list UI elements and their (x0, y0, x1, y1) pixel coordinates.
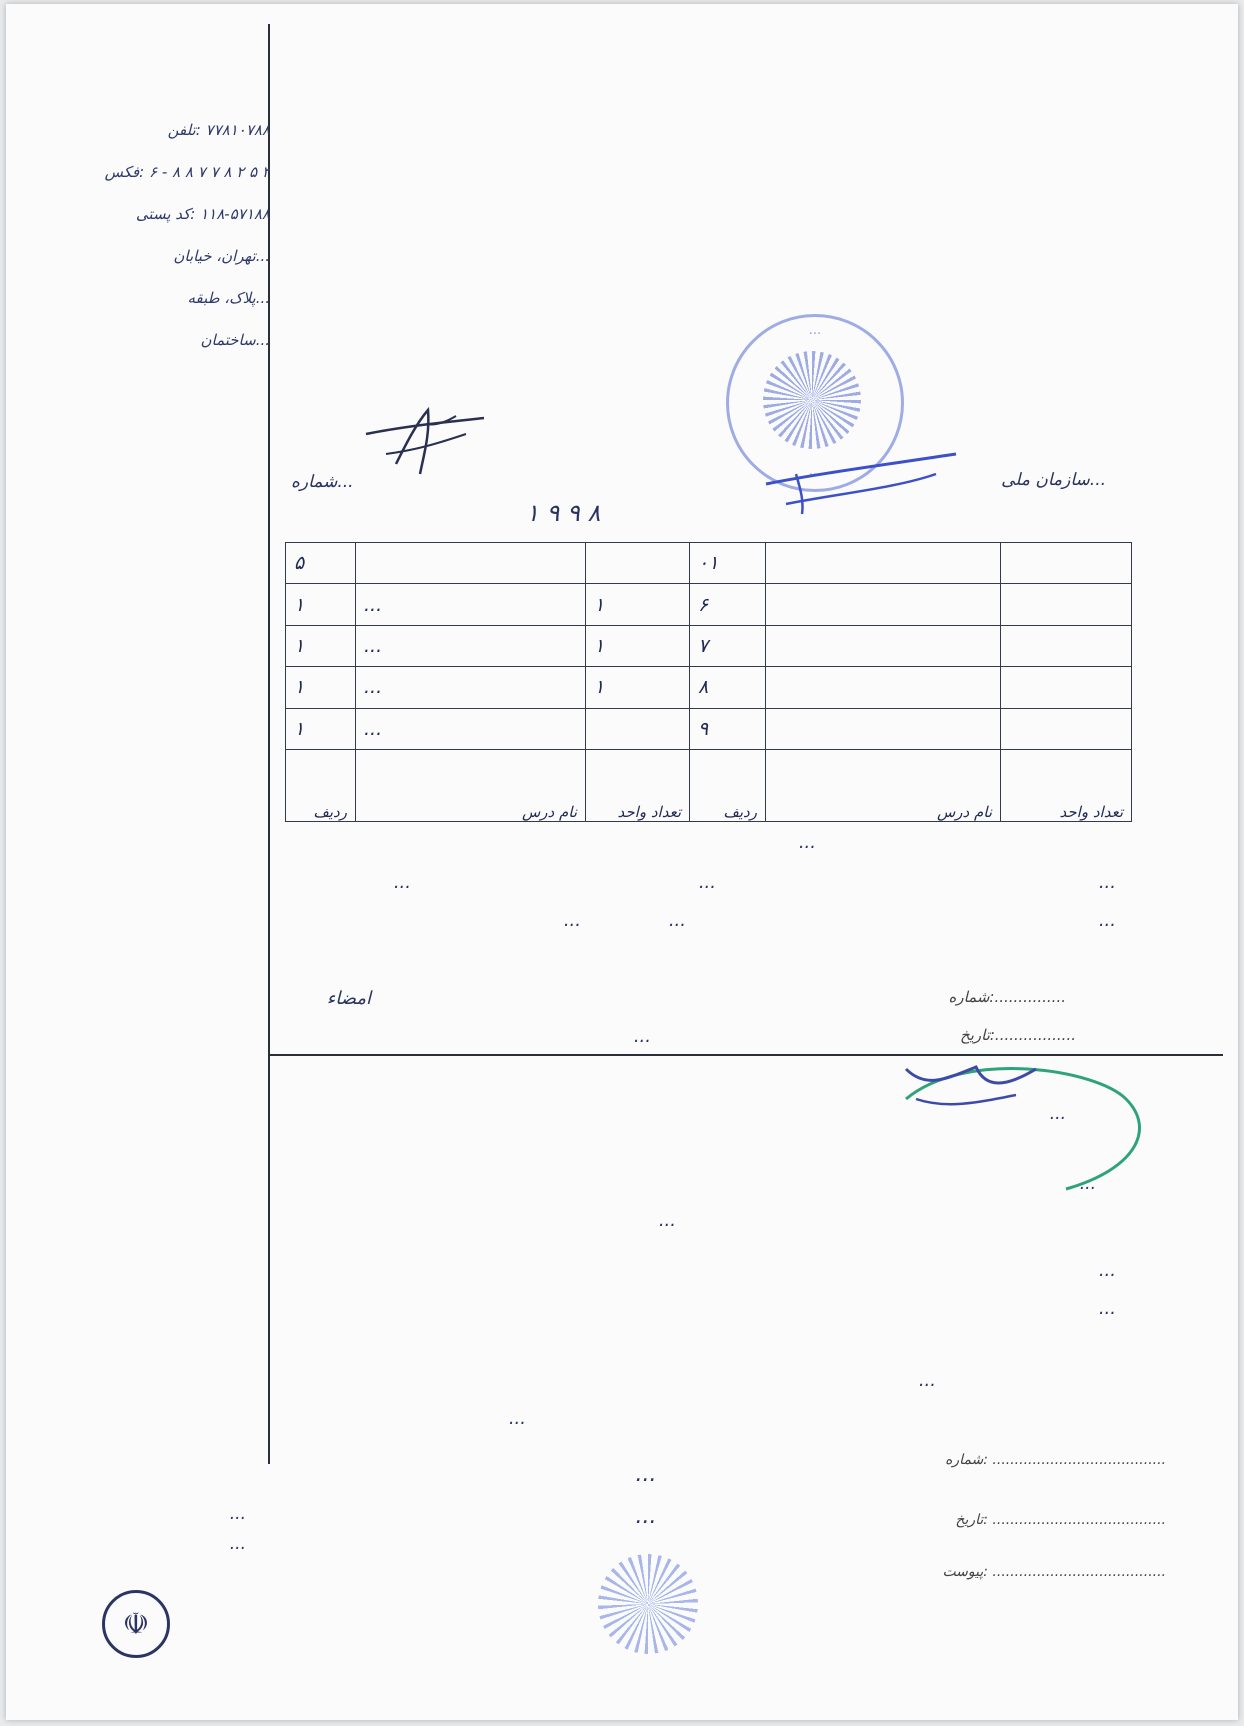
section2-line: ... (1098, 1260, 1116, 1281)
section2-line: ... (508, 1408, 526, 1429)
table-cell: ۱ (586, 584, 690, 625)
table-cell: ۶ (690, 584, 766, 625)
table-cell (1001, 543, 1132, 584)
section1-text: ... (393, 872, 411, 893)
header-caption-right: ...سازمان ملی (1001, 470, 1106, 490)
table-cell (766, 708, 1001, 749)
table-cell: ۱ (286, 708, 356, 749)
table-cell (356, 543, 586, 584)
signature-label: امضاء (326, 988, 371, 1009)
table-cell: ... (356, 584, 586, 625)
section1-text: ... (1098, 910, 1116, 931)
table-cell (586, 708, 690, 749)
column-header: ردیف (690, 750, 766, 822)
sidebar-line: ۷۷۸۱۰۷۸۸ :تلفن (167, 121, 270, 139)
sidebar-line: ...تهران، خیابان (173, 247, 270, 265)
column-header: نام درس (356, 750, 586, 822)
column-header: ردیف (286, 750, 356, 822)
section1-text: ... (668, 910, 686, 931)
table-cell: ۸ (690, 667, 766, 708)
table-cell: ۱ (586, 625, 690, 666)
table-cell: ۰۱ (690, 543, 766, 584)
column-header: تعداد واحد (586, 750, 690, 822)
table-row (286, 667, 1132, 708)
table-cell: ... (356, 667, 586, 708)
table-cell (766, 625, 1001, 666)
footer-text: ... (229, 1504, 246, 1524)
footer-text: ... (229, 1534, 246, 1554)
sidebar-line: ۱۱۸-۵۷۱۸۸ :کد پستی (135, 205, 270, 223)
table-cell (766, 667, 1001, 708)
number-field: ...............:شماره (948, 988, 1066, 1006)
stamp-bottom-text: ... (808, 464, 822, 479)
table-row (286, 543, 1132, 584)
section1-text: ... (1098, 872, 1116, 893)
table-cell (586, 543, 690, 584)
seal-caption: ... (1079, 1174, 1096, 1194)
seal-caption: ... (1049, 1104, 1066, 1124)
section2-line: ... (658, 1210, 676, 1231)
horizontal-divider (268, 1054, 1223, 1056)
table-cell: ۵ (286, 543, 356, 584)
column-header: نام درس (766, 750, 1001, 822)
stamp-top-text: ... (808, 323, 822, 338)
sidebar-line: ...ساختمان (200, 331, 270, 349)
stamp-emblem (763, 351, 861, 449)
header-caption-left: ...شماره (291, 472, 354, 492)
table-header-row (286, 750, 1132, 822)
section2-line: ... (1098, 1298, 1116, 1319)
table-row (286, 584, 1132, 625)
organization-logo (598, 1554, 698, 1654)
section1-text: ... (633, 1026, 651, 1047)
table-cell (766, 584, 1001, 625)
courses-table (285, 542, 1132, 822)
table-cell (1001, 708, 1132, 749)
footer-title: ... (635, 1462, 657, 1487)
table-cell: ۱ (286, 584, 356, 625)
table-cell (1001, 584, 1132, 625)
table-cell: ۱ (286, 625, 356, 666)
section1-text: ... (563, 910, 581, 931)
document-page (6, 4, 1238, 1720)
footer-title: ... (635, 1504, 657, 1529)
section1-line: ... (798, 832, 816, 853)
table-cell (766, 543, 1001, 584)
section2-line: ... (918, 1370, 936, 1391)
table-row (286, 625, 1132, 666)
emblem-logo: ☫ (102, 1590, 170, 1658)
handwritten-signature (366, 404, 486, 488)
contact-sidebar (40, 109, 270, 361)
table-cell: ۱ (286, 667, 356, 708)
form-attachment-field: ....................................... :پیوست (942, 1564, 1166, 1580)
table-cell: ۷ (690, 625, 766, 666)
table-cell (1001, 667, 1132, 708)
form-date-field: ....................................... :تاریخ (955, 1512, 1166, 1528)
table-cell: ... (356, 625, 586, 666)
table-cell (1001, 625, 1132, 666)
date-field: .................:تاریخ (960, 1026, 1076, 1044)
table-cell: ۱ (586, 667, 690, 708)
sidebar-line: ...پلاک، طبقه (187, 289, 270, 307)
table-row (286, 708, 1132, 749)
section1-text: ... (698, 872, 716, 893)
table-cell: ۹ (690, 708, 766, 749)
form-number-field: ....................................... :شماره (945, 1452, 1166, 1468)
handwritten-note: ۱ ۹ ۹ ۸ (526, 499, 601, 527)
sidebar-line: ۳ ۵ ۲ ۸ ۷ ۷ ۸ ۸ - ۶ :فکس (104, 163, 270, 181)
column-header: تعداد واحد (1001, 750, 1132, 822)
table-cell: ... (356, 708, 586, 749)
